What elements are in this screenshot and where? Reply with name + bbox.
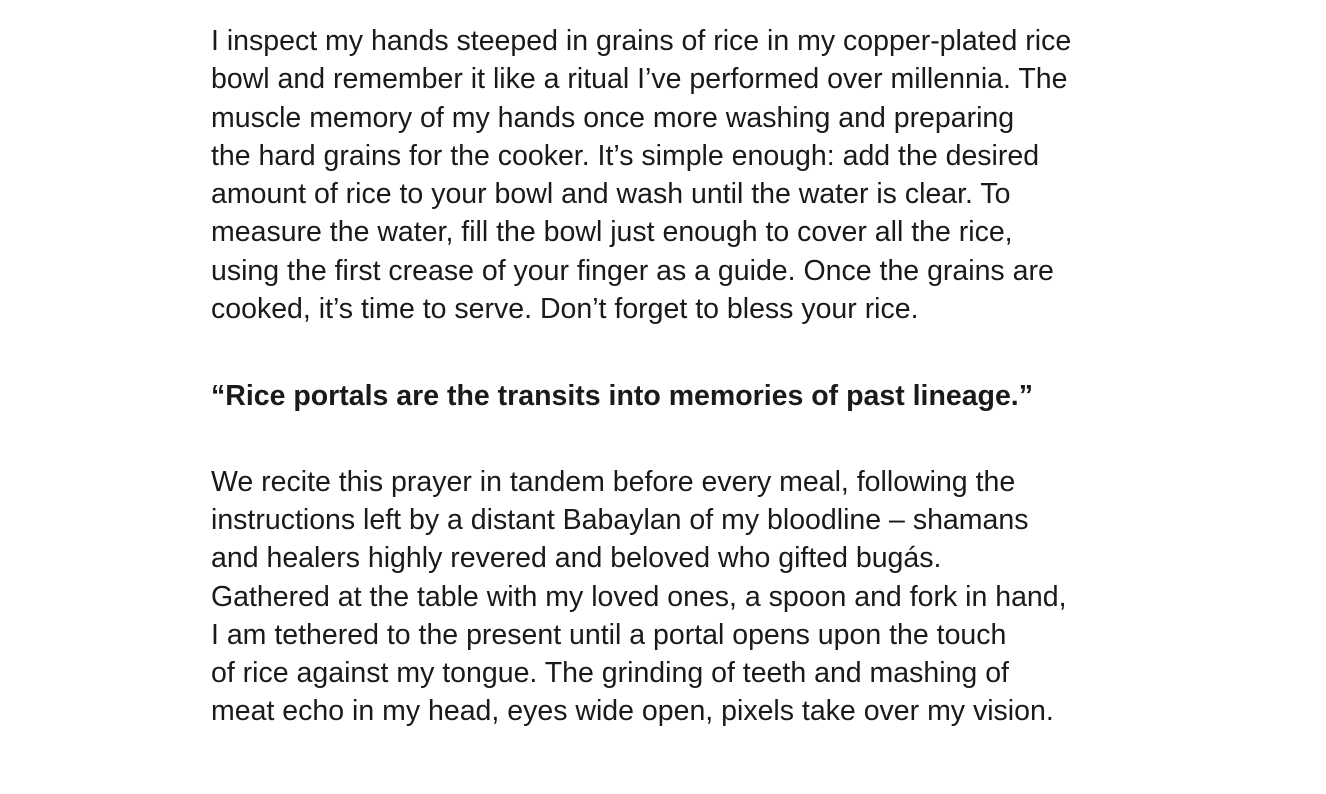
text-line: of rice against my tongue. The grinding of teeth and mashing of — [211, 657, 1009, 690]
text-line: muscle memory of my hands once more washing and preparing — [211, 101, 1015, 134]
text-line: meat echo in my head, eyes wide open, pixels take over my vision. — [211, 695, 1054, 728]
text-line: Gathered at the table with my loved ones, a spoon and fork in hand, — [211, 580, 1067, 613]
text-line: and healers highly revered and beloved who gifted bugás. — [211, 542, 942, 575]
text-line: measure the water, fill the bowl just enough to cover all the rice, — [211, 216, 1013, 249]
paragraph-prayer — [211, 463, 1211, 731]
text-line: amount of rice to your bowl and wash until the water is clear. To — [211, 178, 1011, 211]
text-line: We recite this prayer in tandem before every meal, following the — [211, 465, 1016, 498]
text-line: cooked, it’s time to serve. Don’t forget to bless your rice. — [211, 293, 919, 326]
text-line: instructions left by a distant Babaylan of my bloodline – shamans — [211, 503, 1029, 536]
text-line: bowl and remember it like a ritual I’ve performed over millennia. The — [211, 63, 1068, 96]
bold-quote: “Rice portals are the transits into memories of past lineage.” — [211, 380, 1033, 413]
text-line: I am tethered to the present until a portal opens upon the touch — [211, 618, 1007, 651]
text-line: I inspect my hands steeped in grains of rice in my copper-plated rice — [211, 25, 1072, 57]
document-page — [211, 22, 1211, 731]
paragraph-rice-ritual — [211, 22, 1211, 328]
text-line: using the first crease of your finger as a guide. Once the grains are — [211, 254, 1054, 287]
text-line: the hard grains for the cooker. It’s simple enough: add the desired — [211, 139, 1040, 172]
